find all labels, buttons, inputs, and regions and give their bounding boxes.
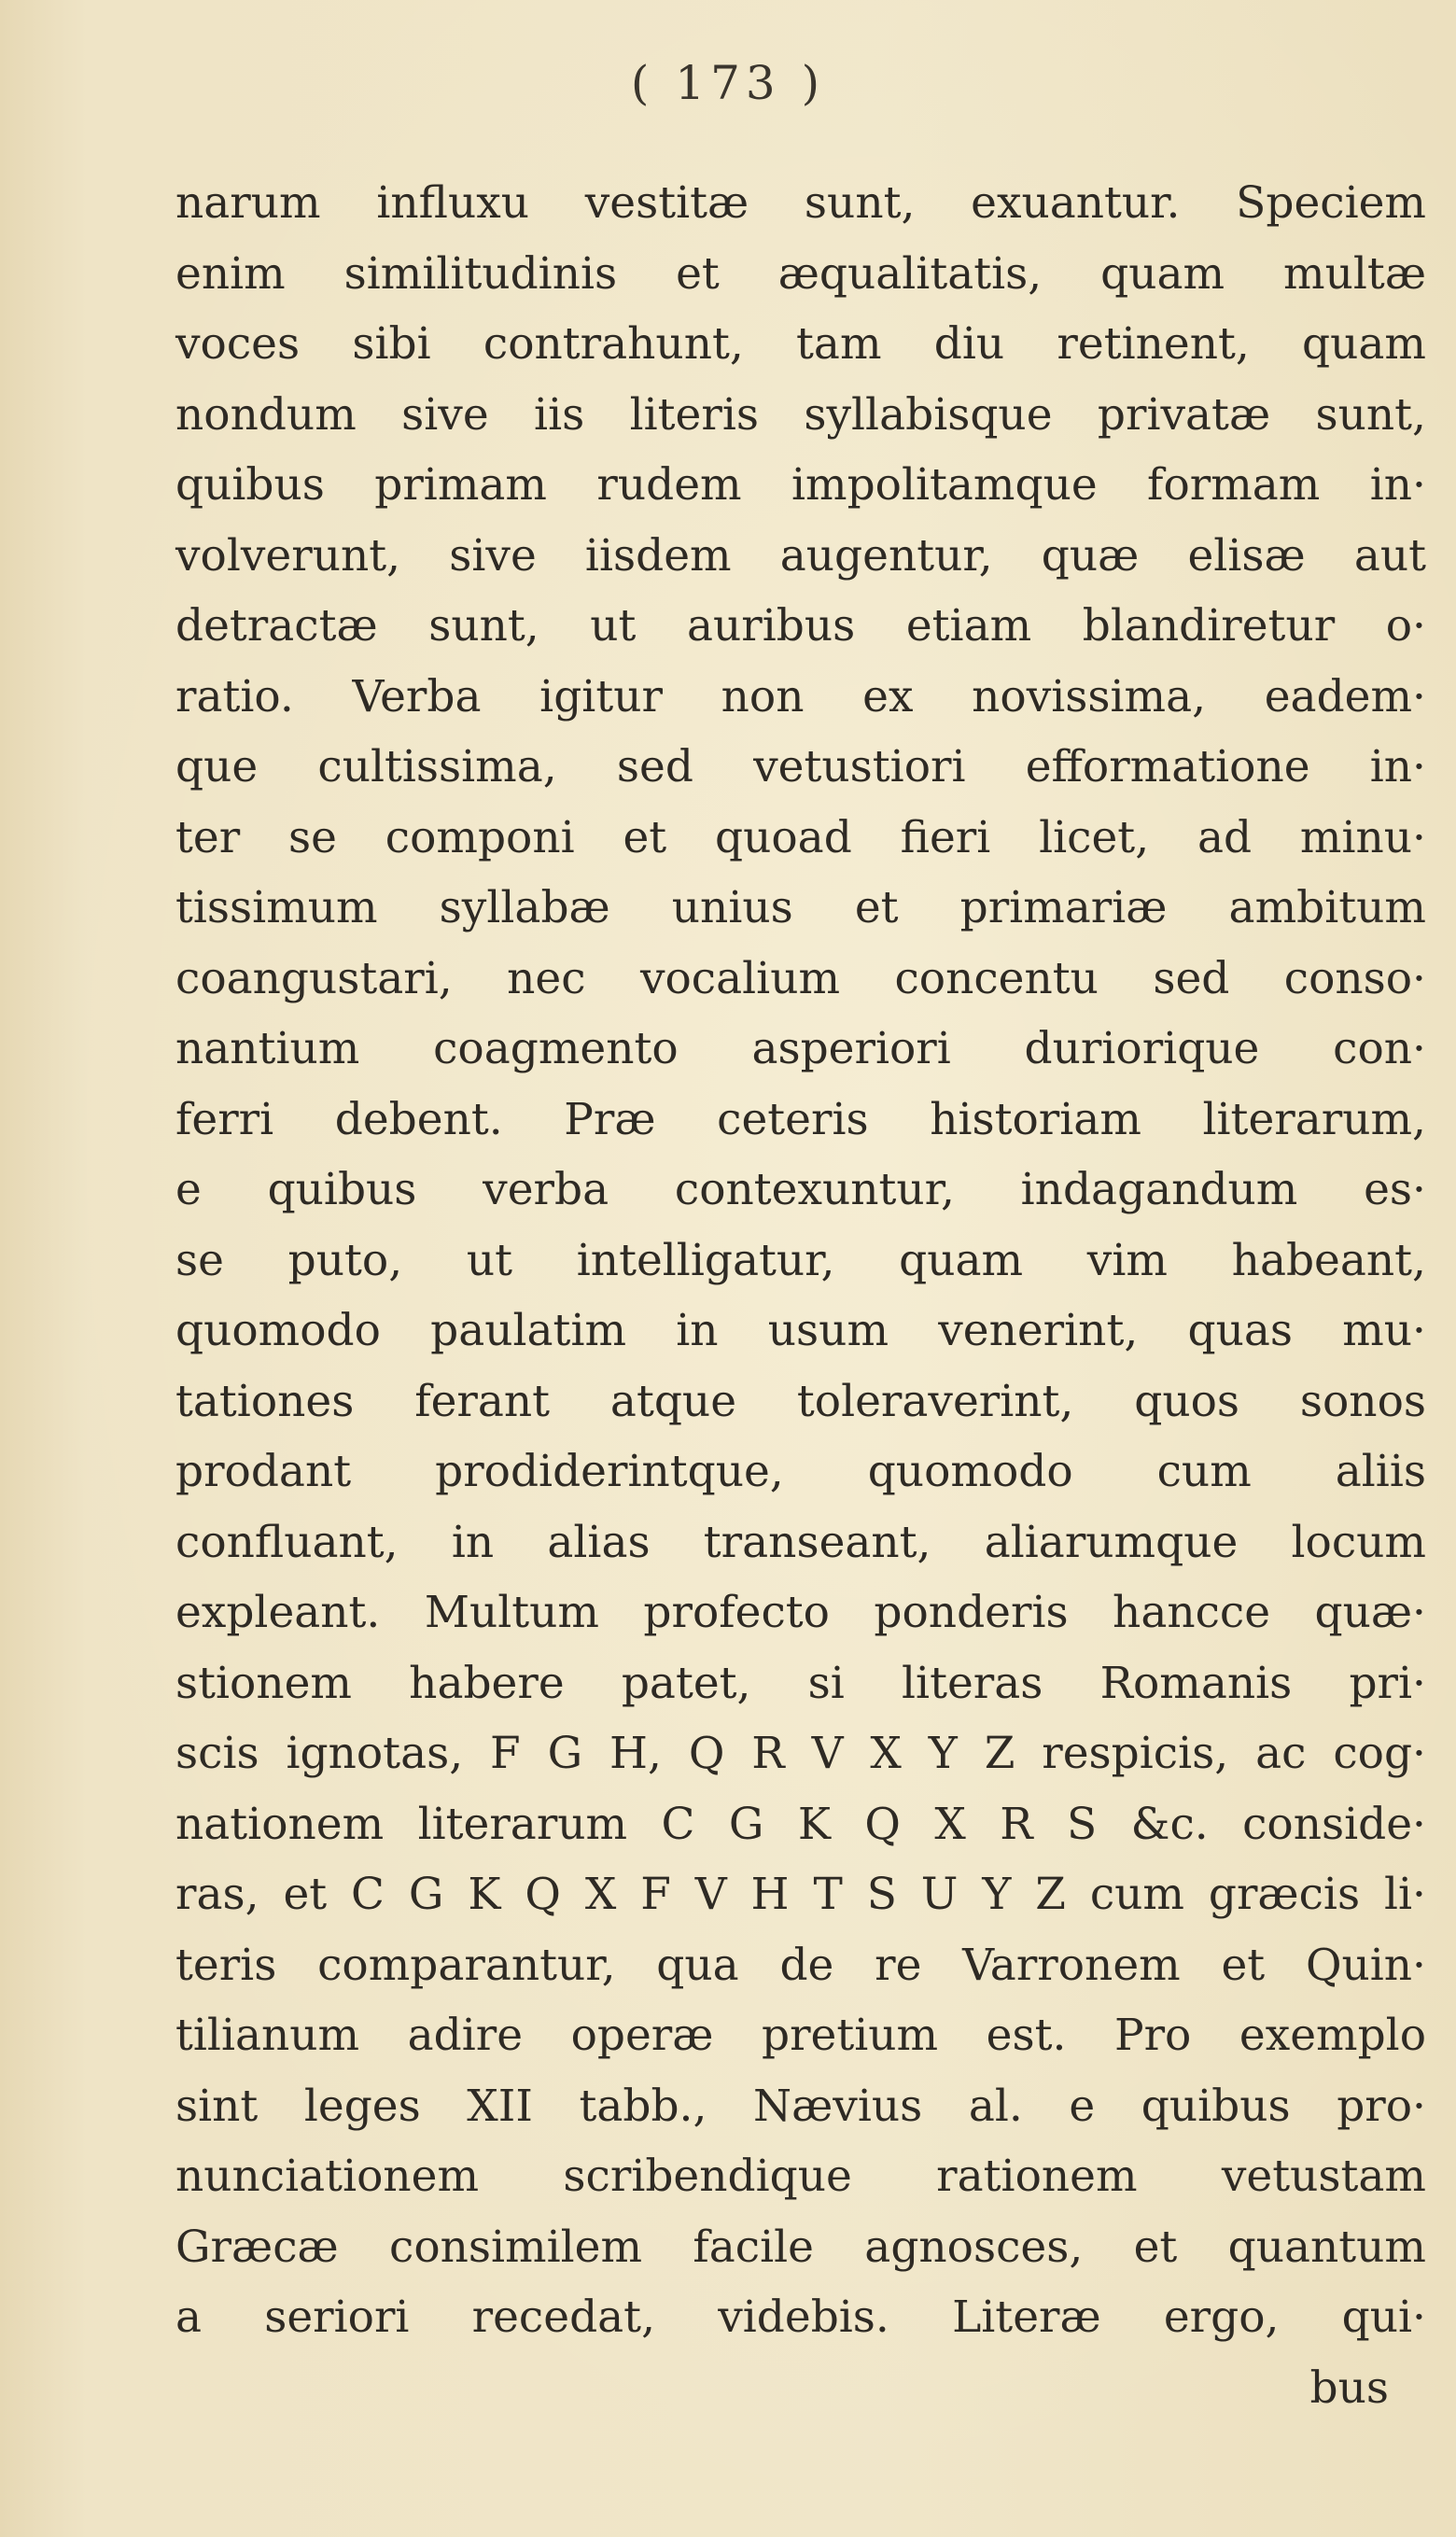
text-line: Græcæ consimilem facile agnosces, et quantum	[175, 2221, 1426, 2273]
text-line: e quibus verba contexuntur, indagandum es·	[175, 1164, 1426, 1215]
text-line: tilianum adire operæ pretium est. Pro exemplo	[175, 2010, 1426, 2061]
text-line: sint leges XII tabb., Nævius al. e quibus pro·	[175, 2080, 1426, 2132]
text-line: coangustari, nec vocalium concentu sed conso·	[175, 952, 1426, 1004]
text-line: ratio. Verba igitur non ex novissima, eadem·	[175, 670, 1426, 722]
text-line: nantium coagmento asperiori duriorique con·	[175, 1023, 1426, 1074]
text-line: scis ignotas, F G H, Q R V X Y Z respicis, ac cog·	[175, 1728, 1426, 1779]
text-line: prodant prodiderintque, quomodo cum aliis	[175, 1446, 1426, 1497]
catchword: bus	[1309, 2362, 1389, 2414]
text-line: ter se componi et quoad fieri licet, ad minu·	[175, 811, 1426, 863]
text-line: quibus primam rudem impolitamque formam in·	[175, 459, 1426, 511]
text-line: tationes ferant atque toleraverint, quos sonos	[175, 1375, 1426, 1427]
text-line: expleant. Multum profecto ponderis hancce quæ·	[175, 1587, 1426, 1638]
text-line: a seriori recedat, videbis. Literæ ergo, qui·	[175, 2292, 1426, 2343]
text-line: que cultissima, sed vetustiori efformatione in·	[175, 741, 1426, 792]
text-line: tissimum syllabæ unius et primariæ ambitum	[175, 882, 1426, 933]
text-line: quomodo paulatim in usum venerint, quas mu·	[175, 1305, 1426, 1356]
page-number: ( 173 )	[630, 56, 826, 110]
text-line: detractæ sunt, ut auribus etiam blandiretur o·	[175, 600, 1426, 652]
text-line: nationem literarum C G K Q X R S &c. conside·	[175, 1798, 1426, 1850]
text-line: teris comparantur, qua de re Varronem et Quin·	[175, 1939, 1426, 1991]
text-line: voces sibi contrahunt, tam diu retinent, quam	[175, 318, 1426, 370]
text-line: confluant, in alias transeant, aliarumque locum	[175, 1516, 1426, 1568]
text-line: ras, et C G K Q X F V H T S U Y Z cum græcis li·	[175, 1869, 1426, 1920]
body-text	[175, 168, 1426, 2423]
text-line: se puto, ut intelligatur, quam vim habeant,	[175, 1234, 1426, 1286]
text-line: narum influxu vestitæ sunt, exuantur. Speciem	[175, 177, 1426, 229]
text-line: nunciationem scribendique rationem vetustam	[175, 2151, 1426, 2202]
text-line: enim similitudinis et æqualitatis, quam multæ	[175, 247, 1426, 300]
text-line: volverunt, sive iisdem augentur, quæ elisæ aut	[175, 529, 1426, 582]
text-line: stionem habere patet, si literas Romanis pri·	[175, 1657, 1426, 1709]
text-line: ferri debent. Præ ceteris historiam literarum,	[175, 1093, 1426, 1145]
text-line: nondum sive iis literis syllabisque privatæ sunt,	[175, 388, 1426, 441]
